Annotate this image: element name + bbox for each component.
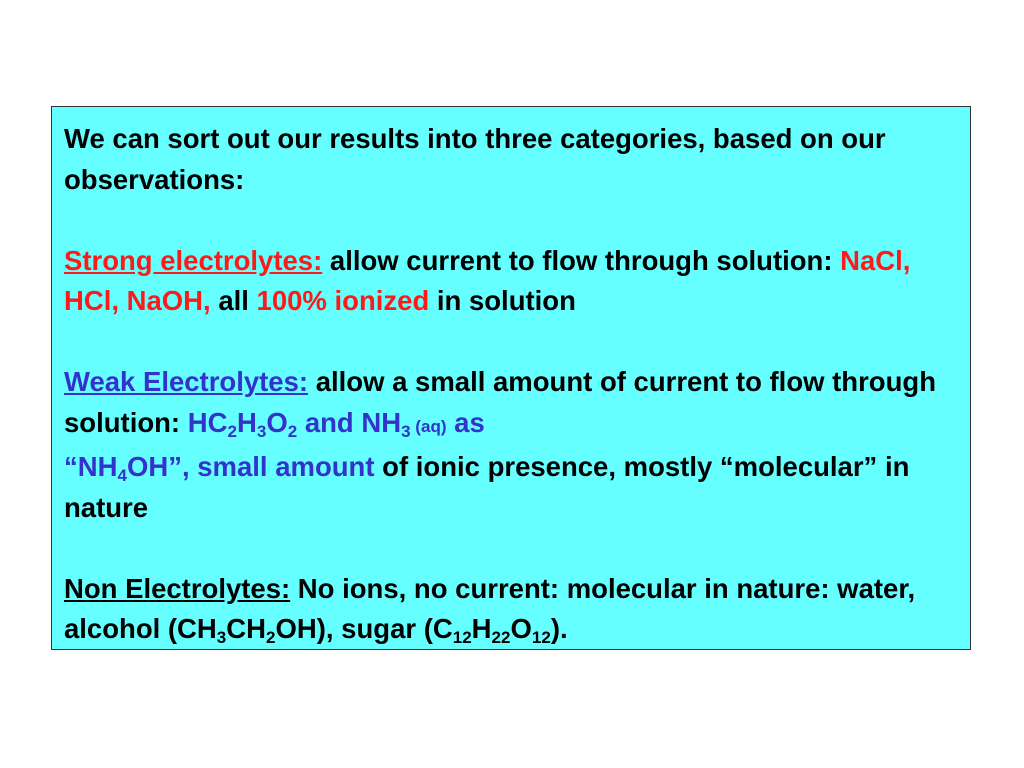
subscript: 3 bbox=[216, 627, 227, 647]
strong-heading: Strong electrolytes: bbox=[64, 244, 323, 276]
strong-text-1: allow current to flow through solution: bbox=[322, 244, 841, 276]
weak-electrolytes-paragraph bbox=[64, 362, 970, 528]
weak-text-2: of ionic presence, mostly “molecular” in nature bbox=[64, 451, 910, 523]
non-text-1: No ions, no current: molecular in nature: water, alcohol (CH bbox=[64, 572, 916, 644]
intro-paragraph bbox=[64, 119, 970, 200]
spacer bbox=[64, 200, 970, 241]
subscript: 12 bbox=[452, 627, 472, 647]
content-box bbox=[51, 106, 971, 650]
non-text-3: OH), sugar (C bbox=[275, 613, 453, 644]
spacer bbox=[64, 322, 970, 363]
strong-electrolytes-paragraph bbox=[64, 241, 970, 322]
non-text-6: ). bbox=[550, 613, 568, 644]
strong-ionized: 100% ionized bbox=[256, 285, 430, 316]
subscript: 2 bbox=[266, 627, 276, 647]
intro-text: We can sort out our results into three categories, based on our observations: bbox=[64, 123, 886, 195]
non-text-4: H bbox=[471, 613, 492, 644]
weak-text-1: allow a small amount of current to flow through solution: bbox=[64, 366, 936, 438]
non-electrolytes-paragraph bbox=[64, 569, 970, 650]
weak-heading: Weak Electrolytes: bbox=[64, 366, 309, 397]
strong-text-3: in solution bbox=[429, 285, 576, 316]
acetic-acid-formula: $HC_2H_3O_2$ and $NH_3$ (aq) as “$NH_4OH$”, small amount bbox=[64, 406, 485, 485]
spacer bbox=[64, 528, 970, 569]
subscript: 12 bbox=[531, 627, 551, 647]
strong-examples: NaCl, HCl, NaOH, bbox=[64, 244, 911, 316]
non-text-5: O bbox=[510, 613, 532, 644]
non-text-2: CH bbox=[226, 613, 266, 644]
non-heading: Non Electrolytes: bbox=[64, 572, 291, 604]
strong-text-2: all bbox=[210, 285, 257, 316]
subscript: 22 bbox=[491, 627, 511, 647]
